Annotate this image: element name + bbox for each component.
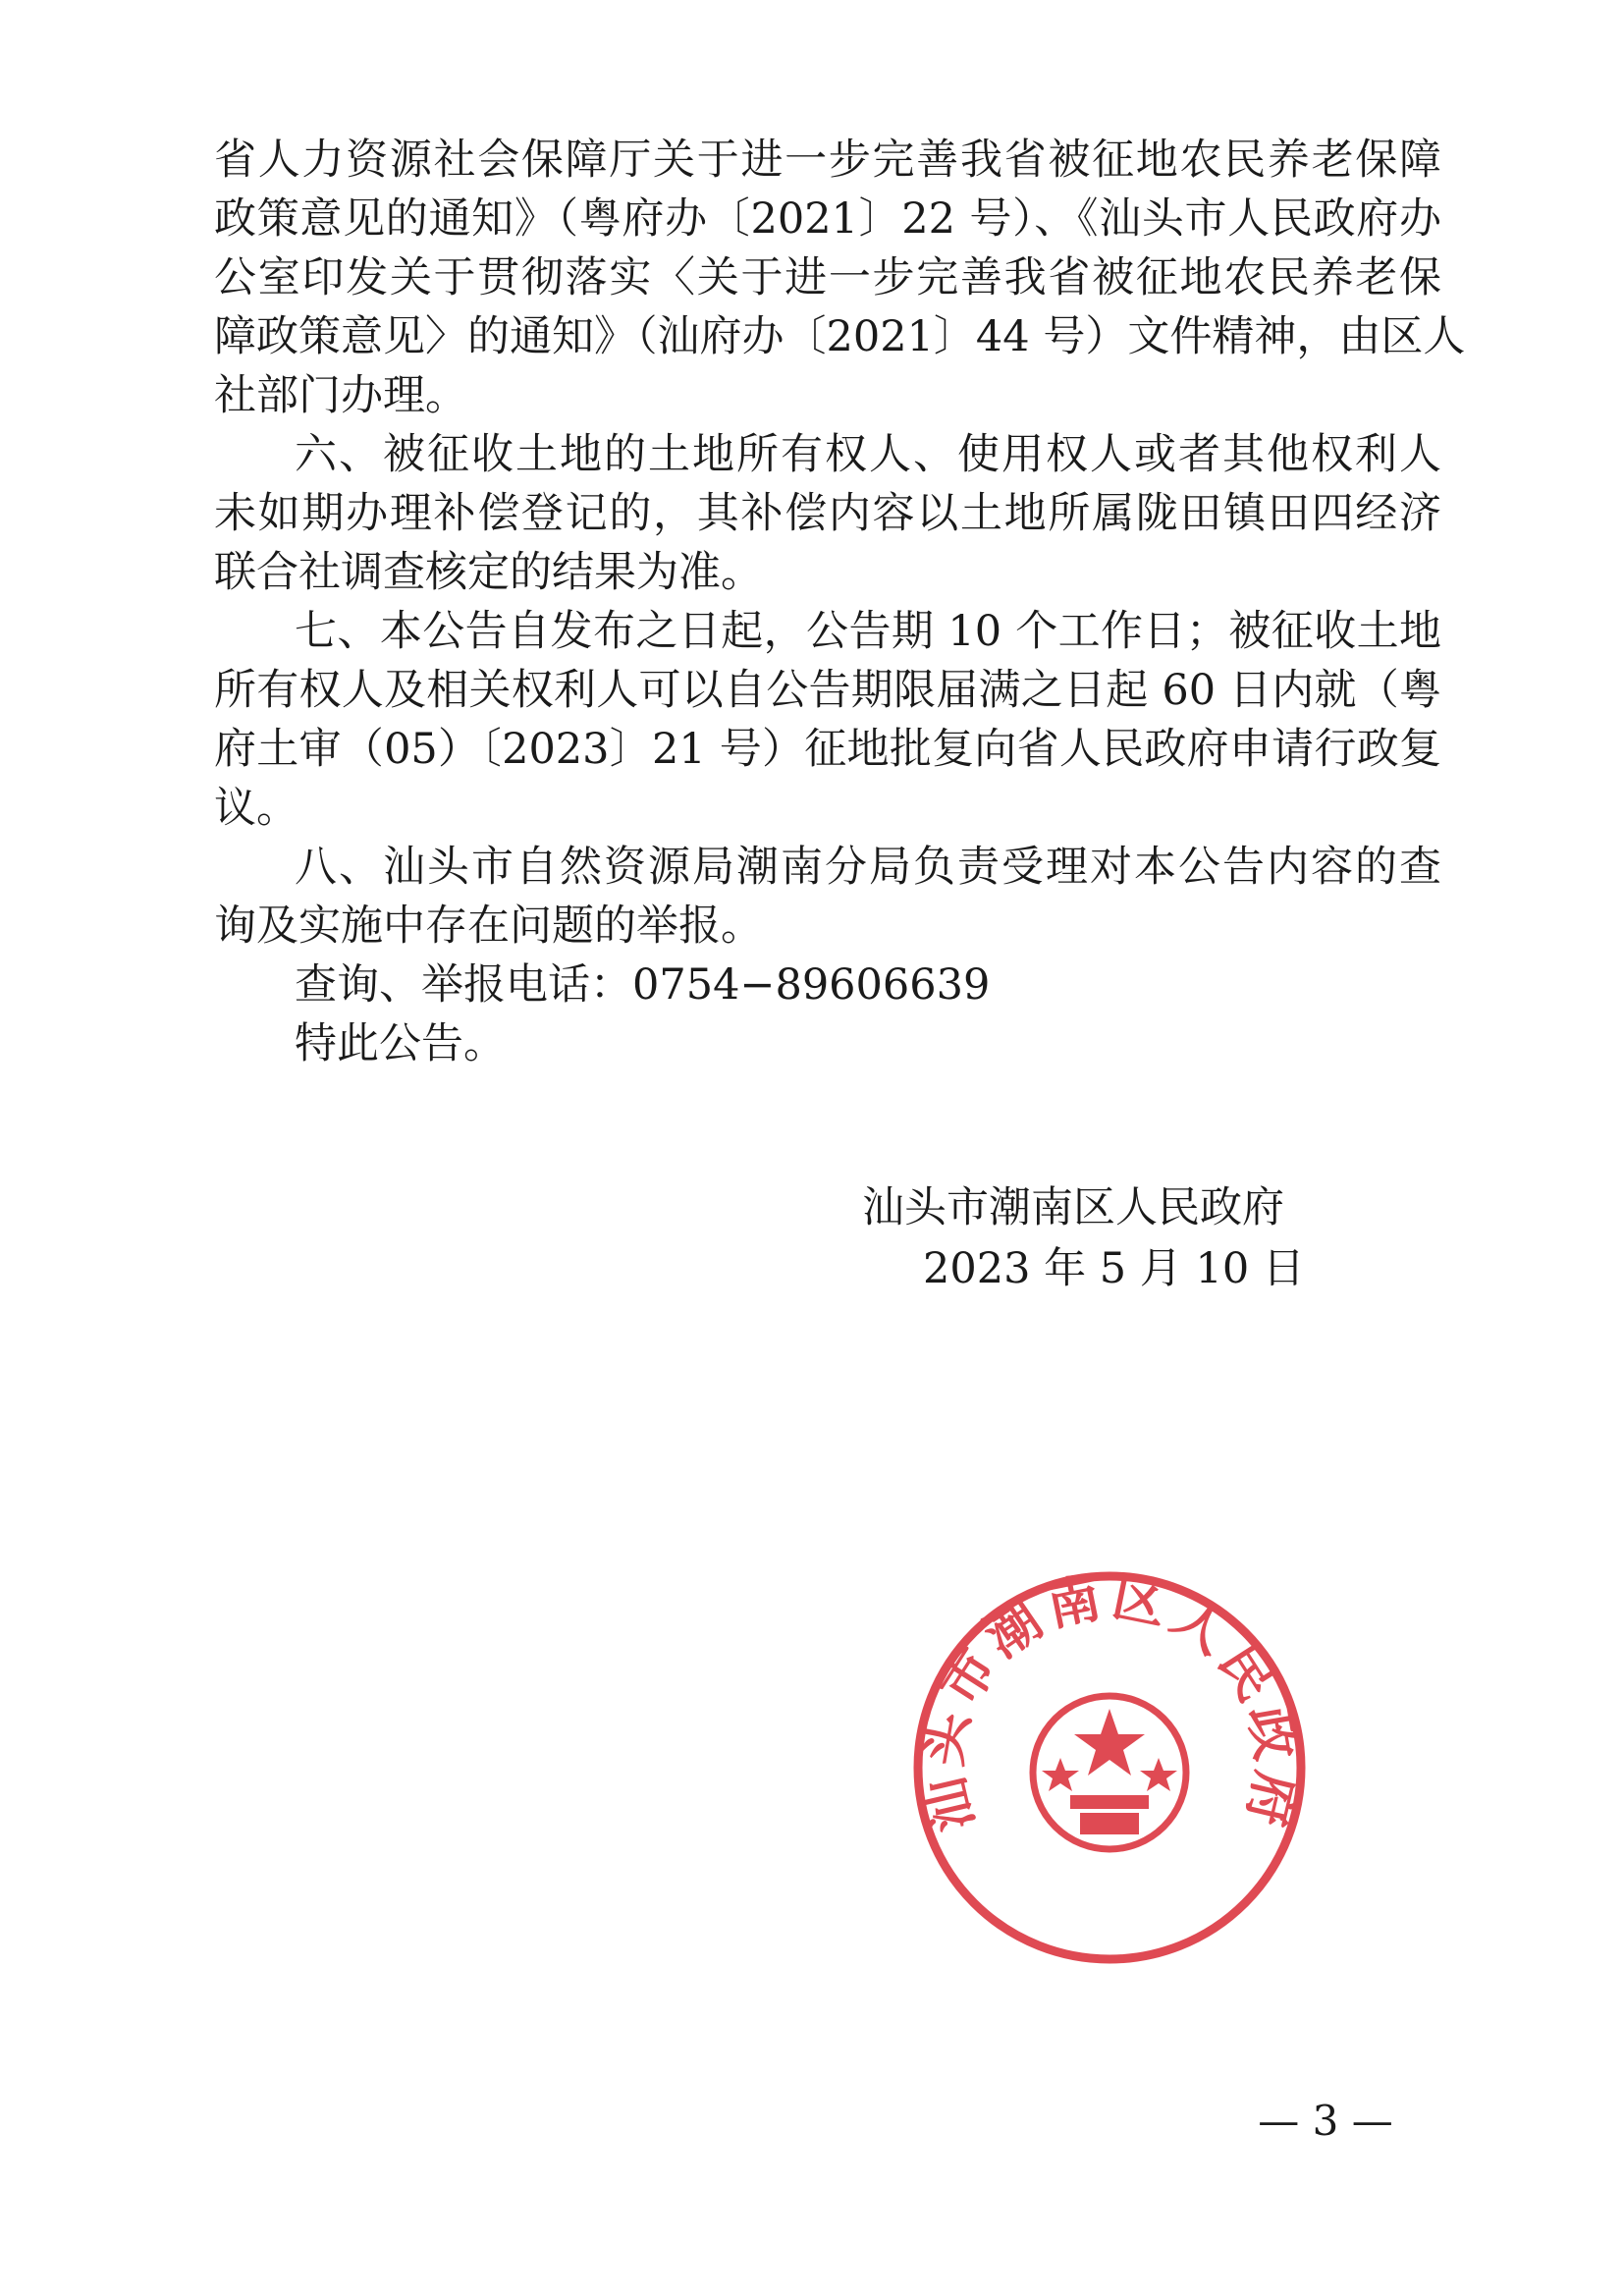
body-line: 所有权人及相关权利人可以自公告期限届满之日起 60 日内就（粤 [214, 666, 1441, 715]
seal-ring [918, 1576, 1301, 1959]
seal-emblem [1033, 1696, 1186, 1849]
paragraph-7-line: 七、本公告自发布之日起，公告期 10 个工作日；被征收土地 [295, 607, 1441, 656]
body-line: 未如期办理补偿登记的，其补偿内容以土地所属陇田镇田四经济 [214, 489, 1441, 538]
paragraph-8-line: 八、汕头市自然资源局潮南分局负责受理对本公告内容的查 [295, 843, 1441, 892]
paragraph-6-line: 六、被征收土地的土地所有权人、使用权人或者其他权利人 [295, 430, 1441, 479]
body-line: 议。 [214, 784, 298, 833]
closing-line: 特此公告。 [295, 1019, 506, 1068]
body-line: 政策意见的通知》（粤府办〔2021〕22 号）、《汕头市人民政府办 [214, 194, 1441, 244]
body-line: 省人力资源社会保障厅关于进一步完善我省被征地农民养老保障 [214, 136, 1441, 185]
page-number: — 3 — [1258, 2097, 1393, 2145]
body-line: 府土审（05）〔2023〕21 号）征地批复向省人民政府申请行政复 [214, 725, 1441, 774]
body-line: 社部门办理。 [214, 371, 467, 420]
signature-date: 2023 年 5 月 10 日 [923, 1244, 1305, 1293]
official-seal-icon [903, 1561, 1316, 1974]
contact-phone-line: 查询、举报电话：0754−89606639 [295, 960, 991, 1010]
body-line: 公室印发关于贯彻落实〈关于进一步完善我省被征地农民养老保 [214, 253, 1441, 302]
signature-organization: 汕头市潮南区人民政府 [862, 1183, 1284, 1232]
body-line: 联合社调查核定的结果为准。 [214, 548, 763, 597]
seal-text: 汕头市潮南区人民政府 [910, 1565, 1309, 1838]
body-line: 障政策意见〉的通知》（汕府办〔2021〕44 号）文件精神，由区人 [214, 312, 1466, 361]
body-line: 询及实施中存在问题的举报。 [214, 902, 763, 951]
